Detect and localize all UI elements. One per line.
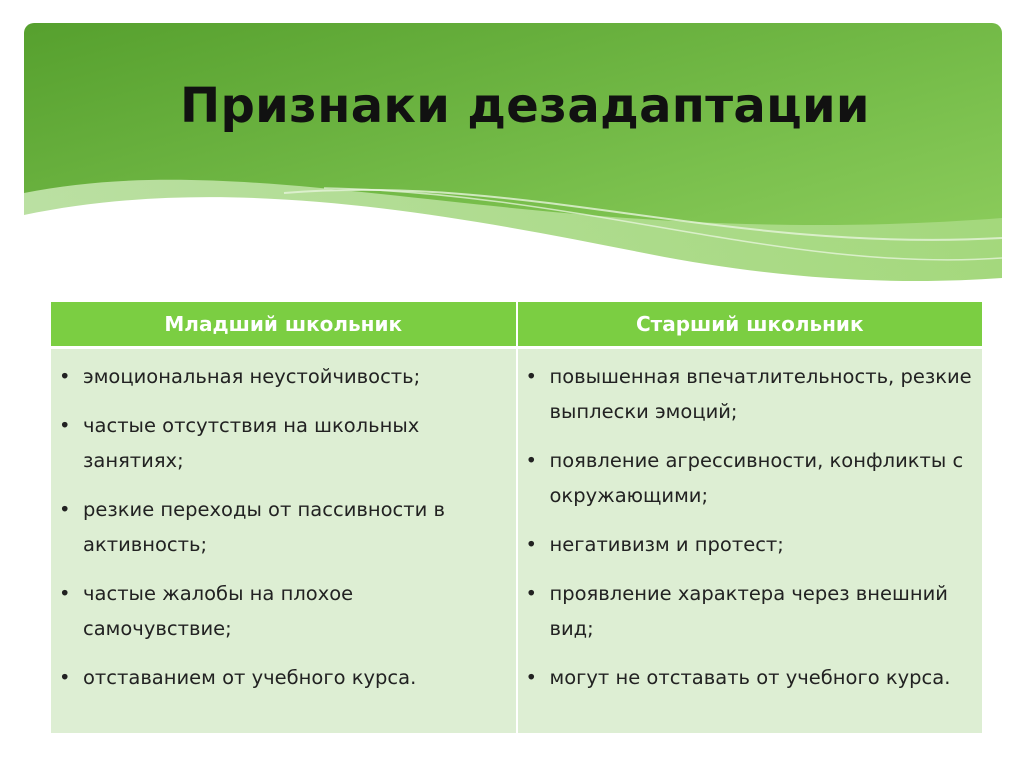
bullet: • xyxy=(525,582,538,605)
title-banner xyxy=(24,23,1002,293)
list-item: • повышенная впечатлительность, резкие выплески эмоций; xyxy=(526,359,973,429)
page-title: Признаки дезадаптации xyxy=(180,78,870,134)
list-item: • проявление характера через внешний вид; xyxy=(526,576,973,646)
bullet: • xyxy=(59,498,71,521)
table-header-row xyxy=(51,302,982,349)
list-item: • частые отсутствия на школьных занятиях; xyxy=(59,408,506,478)
bullet: • xyxy=(525,449,538,472)
bullet: • xyxy=(525,666,538,689)
header-younger: Младший школьник xyxy=(51,302,518,346)
list-item: • резкие переходы от пассивности в активность; xyxy=(59,492,506,562)
list-item: • отставанием от учебного курса. xyxy=(59,660,506,695)
list-item: • частые жалобы на плохое самочувствие; xyxy=(59,576,506,646)
table-body-row xyxy=(51,349,982,733)
list-item: • негативизм и протест; xyxy=(526,527,973,562)
list-item: • эмоциональная неустойчивость; xyxy=(59,359,506,394)
bullet: • xyxy=(59,582,71,605)
list-item: • могут не отставать от учебного курса. xyxy=(526,660,973,695)
wave-decoration xyxy=(24,23,1002,293)
older-column xyxy=(518,349,983,733)
bullet: • xyxy=(525,365,538,388)
bullet: • xyxy=(525,533,538,556)
younger-column xyxy=(51,349,518,733)
header-older: Старший школьник xyxy=(518,302,983,346)
bullet: • xyxy=(59,666,71,689)
comparison-table xyxy=(51,302,982,733)
older-list xyxy=(526,359,973,695)
bullet: • xyxy=(59,365,71,388)
list-item: • появление агрессивности, конфликты с окружающими; xyxy=(526,443,973,513)
younger-list xyxy=(59,359,506,695)
bullet: • xyxy=(59,414,71,437)
